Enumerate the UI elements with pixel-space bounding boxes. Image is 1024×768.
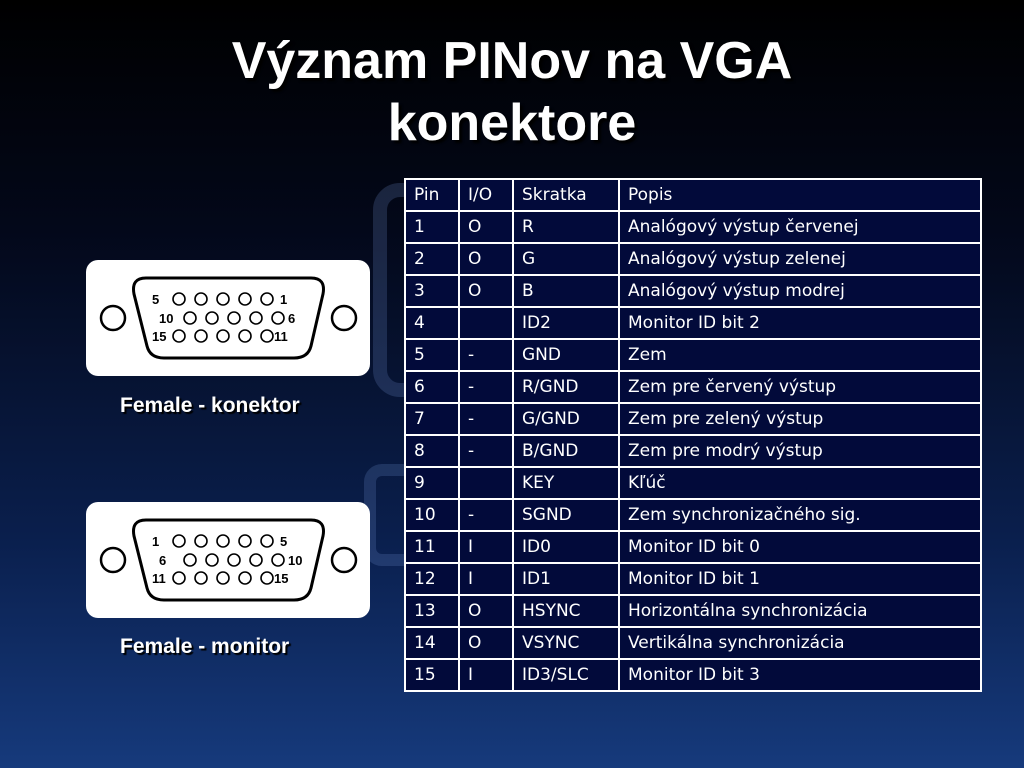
io-cell: I bbox=[459, 563, 513, 595]
mount-hole-left bbox=[101, 548, 125, 572]
pin-cell: 4 bbox=[405, 307, 459, 339]
popis-cell: Analógový výstup modrej bbox=[619, 275, 981, 307]
table-row bbox=[405, 371, 981, 403]
io-cell: - bbox=[459, 435, 513, 467]
table-row bbox=[405, 243, 981, 275]
skratka-cell: R/GND bbox=[513, 371, 619, 403]
pin-cell: 11 bbox=[405, 531, 459, 563]
skratka-cell: ID2 bbox=[513, 307, 619, 339]
popis-cell: Vertikálna synchronizácia bbox=[619, 627, 981, 659]
pin-number-label: 1 bbox=[280, 292, 288, 307]
pin-number-label: 5 bbox=[280, 534, 288, 549]
vga-connector-diagram bbox=[86, 502, 370, 618]
pin-number-label: 5 bbox=[152, 292, 160, 307]
table-header-row bbox=[405, 179, 981, 211]
pin-number-label: 10 bbox=[288, 553, 303, 568]
table-row bbox=[405, 563, 981, 595]
io-cell: I bbox=[459, 531, 513, 563]
pin-cell: 1 bbox=[405, 211, 459, 243]
skratka-cell: G bbox=[513, 243, 619, 275]
connector-label-female-konektor: Female - konektor bbox=[120, 394, 300, 417]
title-line-2: konektore bbox=[387, 94, 637, 152]
pin-cell: 2 bbox=[405, 243, 459, 275]
table-row bbox=[405, 211, 981, 243]
table-row bbox=[405, 307, 981, 339]
io-cell: O bbox=[459, 627, 513, 659]
skratka-cell: SGND bbox=[513, 499, 619, 531]
vga-pin-table bbox=[404, 178, 982, 692]
table-row bbox=[405, 659, 981, 691]
io-cell: O bbox=[459, 243, 513, 275]
skratka-cell: R bbox=[513, 211, 619, 243]
pin-cell: 15 bbox=[405, 659, 459, 691]
pin-number-label: 1 bbox=[152, 534, 160, 549]
pin-cell: 10 bbox=[405, 499, 459, 531]
io-cell: O bbox=[459, 275, 513, 307]
column-header-pin: Pin bbox=[405, 179, 459, 211]
pin-number-label: 11 bbox=[152, 571, 166, 586]
skratka-cell: HSYNC bbox=[513, 595, 619, 627]
popis-cell: Analógový výstup červenej bbox=[619, 211, 981, 243]
skratka-cell: KEY bbox=[513, 467, 619, 499]
table-row bbox=[405, 339, 981, 371]
column-header-skratka: Skratka bbox=[513, 179, 619, 211]
popis-cell: Kľúč bbox=[619, 467, 981, 499]
table-row bbox=[405, 467, 981, 499]
mount-hole-left bbox=[101, 306, 125, 330]
pin-cell: 9 bbox=[405, 467, 459, 499]
popis-cell: Monitor ID bit 1 bbox=[619, 563, 981, 595]
io-cell: I bbox=[459, 659, 513, 691]
table-row bbox=[405, 627, 981, 659]
popis-cell: Monitor ID bit 2 bbox=[619, 307, 981, 339]
skratka-cell: VSYNC bbox=[513, 627, 619, 659]
mount-hole-right bbox=[332, 306, 356, 330]
io-cell: - bbox=[459, 339, 513, 371]
io-cell: - bbox=[459, 403, 513, 435]
skratka-cell: G/GND bbox=[513, 403, 619, 435]
vga-connector-female-monitor bbox=[86, 502, 370, 618]
table-body bbox=[405, 211, 981, 691]
skratka-cell: ID3/SLC bbox=[513, 659, 619, 691]
io-cell: O bbox=[459, 595, 513, 627]
pin-cell: 12 bbox=[405, 563, 459, 595]
pin-cell: 13 bbox=[405, 595, 459, 627]
pin-number-label: 6 bbox=[159, 553, 167, 568]
column-header-io: I/O bbox=[459, 179, 513, 211]
pin-number-label: 11 bbox=[274, 329, 288, 344]
table-row bbox=[405, 275, 981, 307]
mount-hole-right bbox=[332, 548, 356, 572]
io-cell bbox=[459, 467, 513, 499]
pin-cell: 3 bbox=[405, 275, 459, 307]
page-title bbox=[0, 30, 1024, 154]
io-cell: - bbox=[459, 499, 513, 531]
skratka-cell: B bbox=[513, 275, 619, 307]
table-row bbox=[405, 435, 981, 467]
io-cell: - bbox=[459, 371, 513, 403]
pin-number-label: 6 bbox=[288, 311, 296, 326]
popis-cell: Analógový výstup zelenej bbox=[619, 243, 981, 275]
popis-cell: Zem synchronizačného sig. bbox=[619, 499, 981, 531]
skratka-cell: ID0 bbox=[513, 531, 619, 563]
popis-cell: Monitor ID bit 3 bbox=[619, 659, 981, 691]
pin-cell: 6 bbox=[405, 371, 459, 403]
table-row bbox=[405, 531, 981, 563]
skratka-cell: B/GND bbox=[513, 435, 619, 467]
popis-cell: Horizontálna synchronizácia bbox=[619, 595, 981, 627]
table-row bbox=[405, 595, 981, 627]
popis-cell: Zem pre modrý výstup bbox=[619, 435, 981, 467]
popis-cell: Zem bbox=[619, 339, 981, 371]
table-row bbox=[405, 499, 981, 531]
connector-label-female-monitor: Female - monitor bbox=[120, 635, 290, 658]
pin-cell: 14 bbox=[405, 627, 459, 659]
vga-connector-female-konektor bbox=[86, 260, 370, 376]
pin-number-label: 15 bbox=[274, 571, 289, 586]
pin-cell: 7 bbox=[405, 403, 459, 435]
pin-number-label: 15 bbox=[152, 329, 167, 344]
pin-cell: 5 bbox=[405, 339, 459, 371]
column-header-popis: Popis bbox=[619, 179, 981, 211]
skratka-cell: ID1 bbox=[513, 563, 619, 595]
io-cell bbox=[459, 307, 513, 339]
title-line-1: Význam PINov na VGA bbox=[231, 32, 793, 90]
io-cell: O bbox=[459, 211, 513, 243]
popis-cell: Zem pre červený výstup bbox=[619, 371, 981, 403]
table-row bbox=[405, 403, 981, 435]
skratka-cell: GND bbox=[513, 339, 619, 371]
pin-number-label: 10 bbox=[159, 311, 174, 326]
popis-cell: Zem pre zelený výstup bbox=[619, 403, 981, 435]
popis-cell: Monitor ID bit 0 bbox=[619, 531, 981, 563]
vga-connector-diagram bbox=[86, 260, 370, 376]
pin-cell: 8 bbox=[405, 435, 459, 467]
